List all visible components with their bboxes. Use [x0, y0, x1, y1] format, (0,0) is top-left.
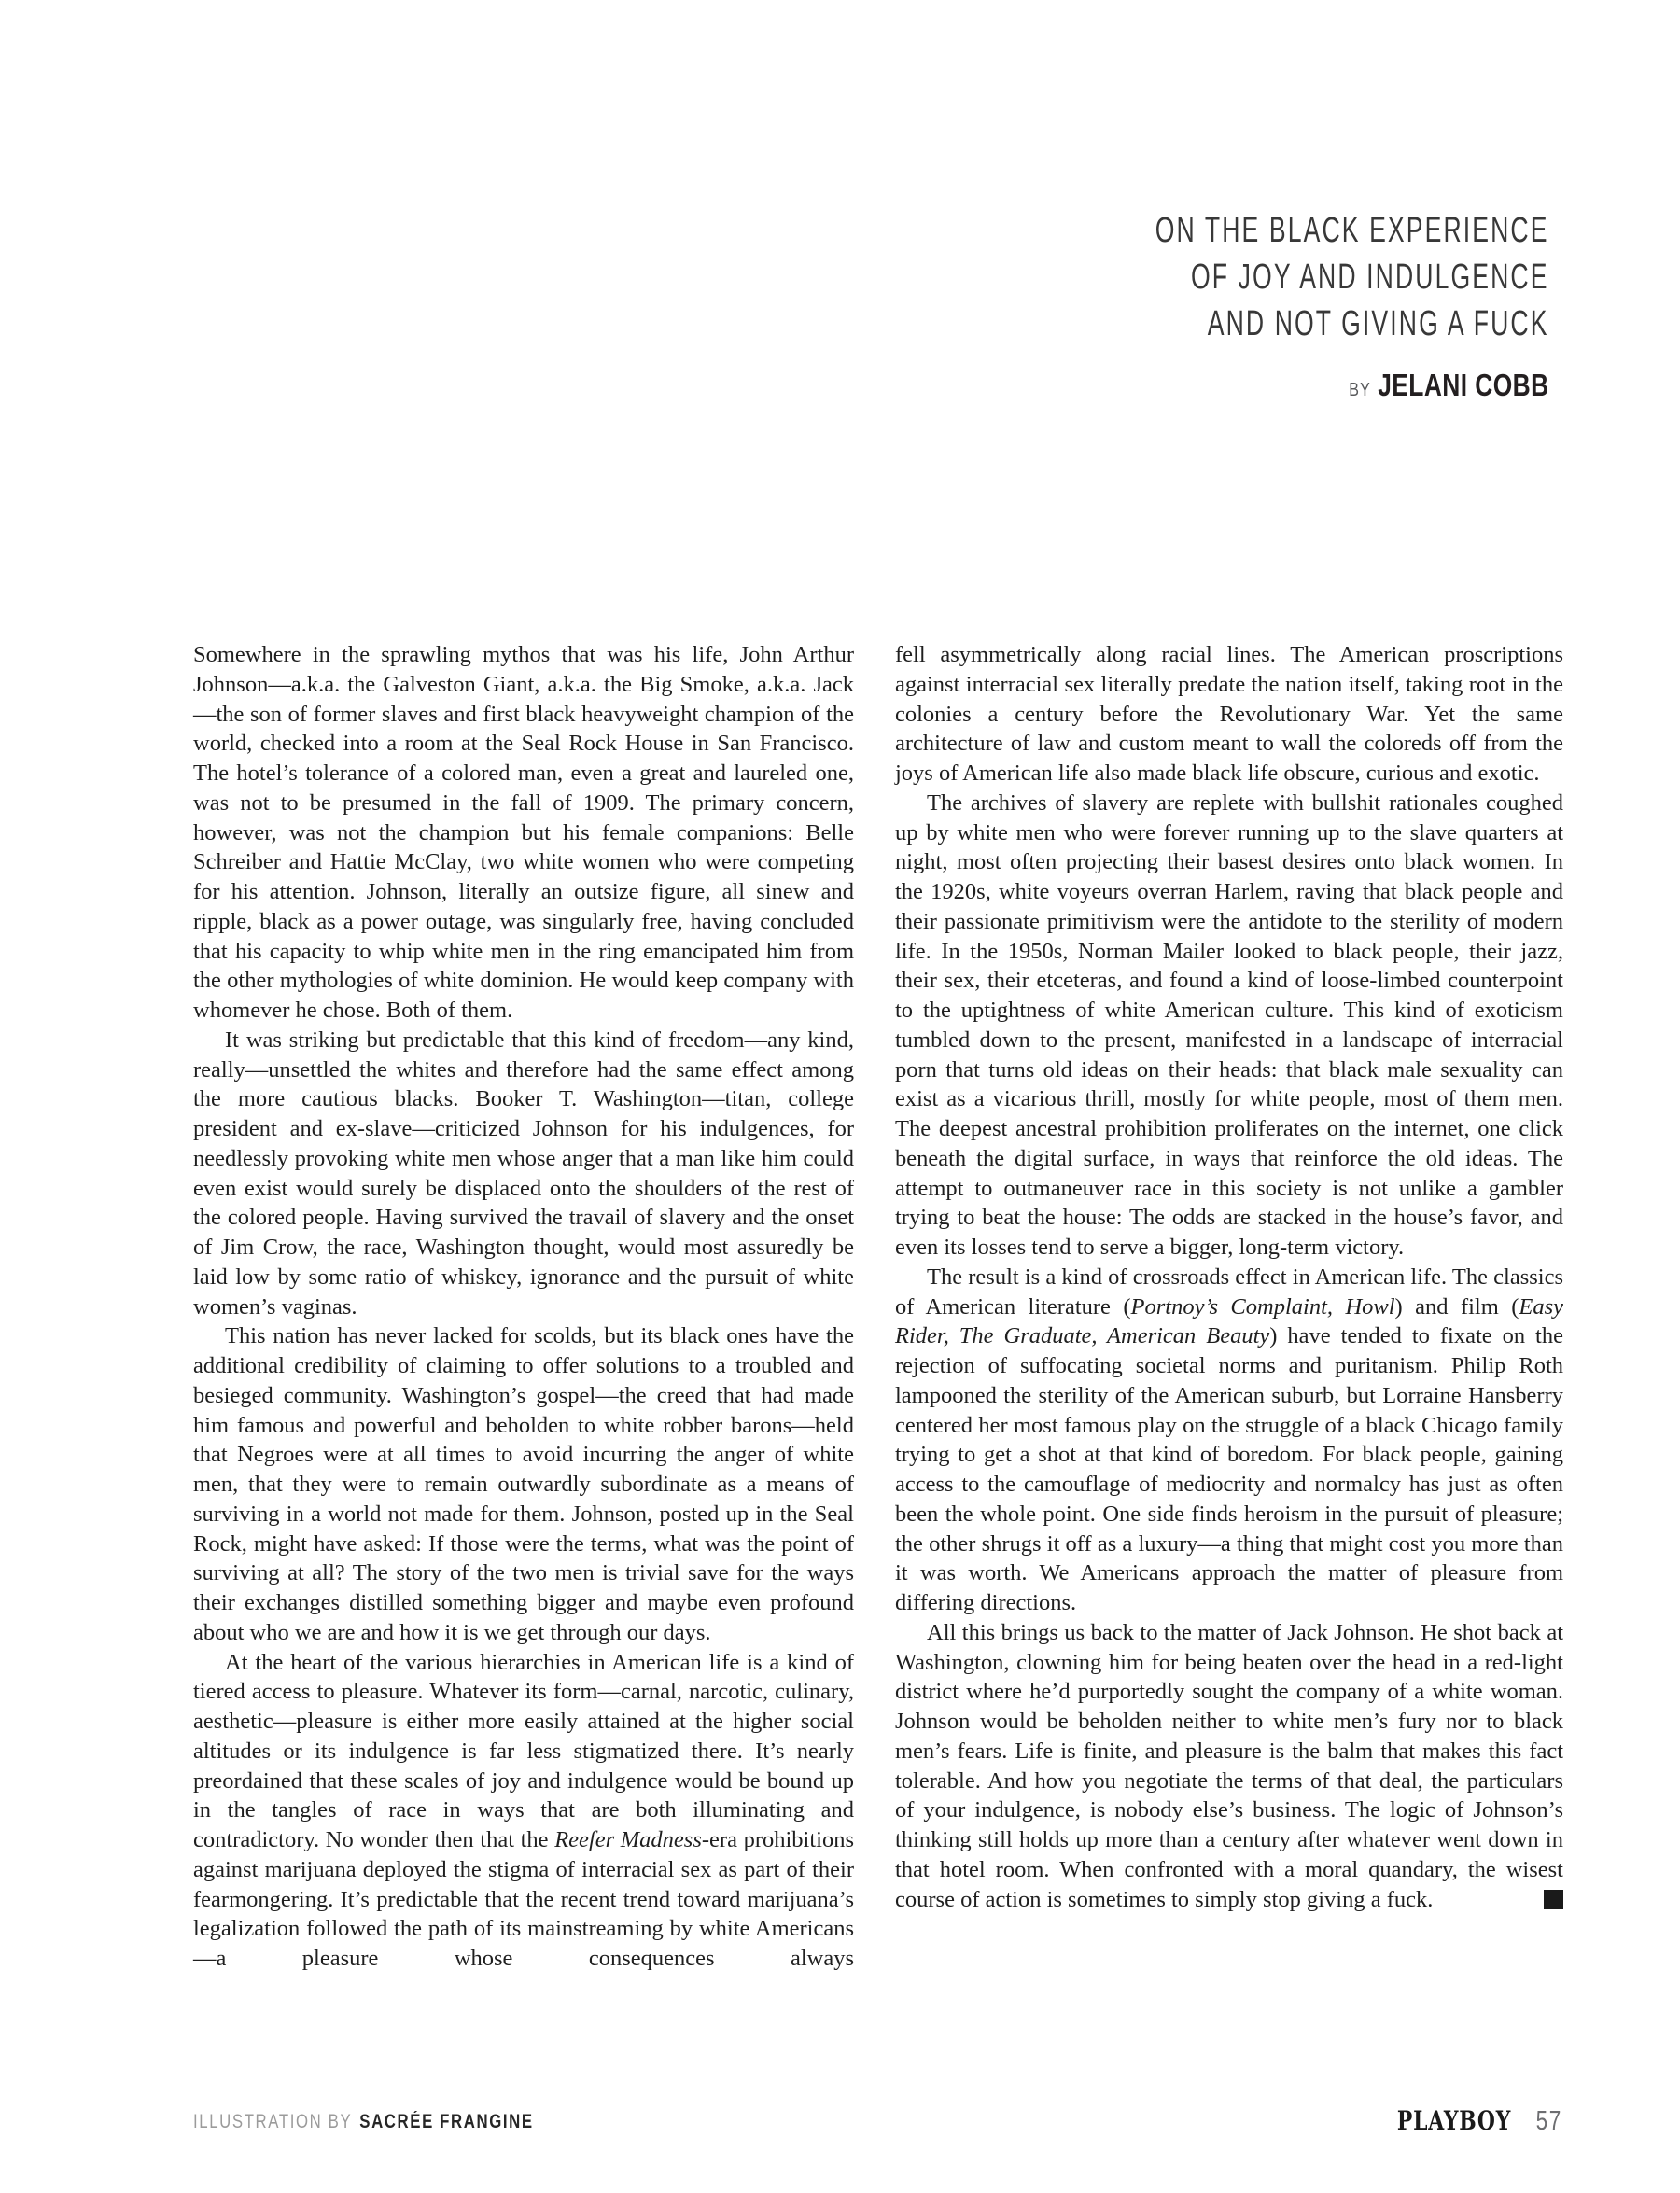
- end-mark: [1544, 1890, 1563, 1909]
- article-title: [1155, 207, 1549, 347]
- byline-name: JELANI COBB: [1378, 368, 1549, 402]
- text-run: At the heart of the various hierarchies in American life is a kind of tiered access to pleasure. Whatever its form—carnal, narcotic, culinary, aesthetic—pleasure is either more easily attained at the higher social altitudes or its indulgence is far less stigmatized there. It’s nearly preordained that these scales of joy and indulgence would be bound up in the tangles of race in ways that are both illuminating and contradictory. No wonder then that the: [193, 1649, 854, 1852]
- credit-prefix-label: ILLUSTRATION BY: [193, 2111, 353, 2132]
- article-title-line: ON THE BLACK EXPERIENCE: [1155, 211, 1549, 250]
- text-run: It was striking but predictable that this kind of freedom—any kind, really—unsettled the whites and therefore had the same effect among the more cautious blacks. Booker T. Washington—titan, college president and ex-slave—criticized Johnson for his indulgences, for needlessly provoking white men whose anger that a man like him could even exist would surely be displaced onto the shoulders of the rest of the colored people. Having survived the travail of slavery and the onset of Jim Crow, the race, Washington thought, would most assuredly be laid low by some ratio of whiskey, ignorance and the pursuit of white women’s vaginas.: [193, 1027, 854, 1320]
- text-run: ) and film (: [1394, 1293, 1519, 1320]
- page-folio: [1397, 2105, 1562, 2137]
- text-run: All this brings us back to the matter of Jack Johnson. He shot back at Washington, clowning him for being beaten over the head in a red-light district where he’d purportedly sought the company of a white woman. Johnson would be beholden neither to white men’s fury nor to black men’s fears. Life is finite, and pleasure is the balm that makes this fact tolerable. And how you negotiate the terms of that deal, the particulars of your indulgence, is nobody else’s business. The logic of Johnson’s thinking still holds up more than a century after whatever went down in that hotel room. When confronted with a moral quandary, the wisest course of action is sometimes to simply stop giving a fuck.: [895, 1619, 1563, 1912]
- article-paragraph: [193, 1321, 854, 1647]
- byline-prefix: BY: [1349, 380, 1372, 400]
- text-run: -era prohibitions against marijuana deployed the stigma of interracial sex as part of their fearmongering. It’s predictable that the recent trend toward marijuana’s legalization followed the path of its mainstreaming by white Americans—a pleasure whose consequences always: [193, 1827, 854, 1971]
- italic-text-run: Portnoy’s Complaint, Howl: [1130, 1293, 1395, 1320]
- article-paragraph: [895, 1263, 1563, 1618]
- illustration-credit: [193, 2111, 534, 2133]
- italic-text-run: Easy Rider, The Graduate, American Beauty: [895, 1293, 1563, 1349]
- article-header: [987, 207, 1549, 403]
- text-run: ) have tended to fixate on the rejection of suffocating societal norms and puritanism. Philip Roth lampooned the sterility of the American suburb, but Lorraine Hansberry centered her most famous play on the struggle of a black Chicago family trying to get a shot at that kind of boredom. For black people, gaining access to the camouflage of mediocrity and normalcy has just as often been the whole point. One side finds heroism in the pursuit of pleasure; the other shrugs it off as a luxury—a thing that might cost you more than it was worth. We Americans approach the matter of pleasure from differing directions.: [895, 1323, 1563, 1615]
- article-paragraph: [193, 1026, 854, 1322]
- article-paragraph: [193, 1648, 854, 1974]
- article-byline: [1099, 368, 1549, 403]
- article-body: [193, 640, 1563, 1974]
- text-run: Somewhere in the sprawling mythos that was his life, John Arthur Johnson—a.k.a. the Galveston Giant, a.k.a. the Big Smoke, a.k.a. Jack—the son of former slaves and first black heavyweight champion of the world, checked into a room at the Seal Rock House in San Francisco. The hotel’s tolerance of a colored man, even a great and laureled one, was not to be presumed in the fall of 1909. The primary concern, however, was not the champion but his female companions: Belle Schreiber and Hattie McClay, two white women who were competing for his attention. Johnson, literally an outsize figure, all sinew and ripple, black as a power outage, was singularly free, having concluded that his capacity to whip white men in the ring emancipated him from the other mythologies of white dominion. He would keep company with whomever he chose. Both of them.: [193, 642, 854, 1023]
- article-paragraph: [193, 640, 854, 1026]
- article-title-line: AND NOT GIVING A FUCK: [1208, 304, 1549, 343]
- credit-name-label: SACRÉE FRANGINE: [359, 2111, 534, 2132]
- text-run: The result is a kind of crossroads effect in American life. The classics of American literature (: [895, 1264, 1563, 1320]
- article-paragraph: [895, 789, 1563, 1263]
- text-run: fell asymmetrically along racial lines. The American proscriptions against interracial sex literally predate the nation itself, taking root in the colonies a century before the Revolutionary War. Yet the same architecture of law and custom meant to wall the coloreds off from the joys of American life also made black life obscure, curious and exotic.: [895, 642, 1563, 786]
- italic-text-run: Reefer Madness: [554, 1827, 702, 1852]
- page-number: 57: [1535, 2106, 1562, 2136]
- article-title-line: OF JOY AND INDULGENCE: [1191, 258, 1549, 297]
- article-paragraph: [895, 640, 1563, 789]
- article-column-left: [193, 640, 854, 1974]
- article-column-right: [895, 640, 1563, 1974]
- magazine-name: PLAYBOY: [1397, 2105, 1512, 2136]
- text-run: The archives of slavery are replete with bullshit rationales coughed up by white men who were forever running up to the slave quarters at night, most often projecting their basest desires onto black women. In the 1920s, white voyeurs overran Harlem, raving that black people and their passionate primitivism were the antidote to the sterility of modern life. In the 1950s, Norman Mailer looked to black people, their jazz, their sex, their etceteras, and found a kind of loose-limbed counterpoint to the uptightness of white American culture. This kind of exoticism tumbled down to the present, manifested in a landscape of interracial porn that turns old ideas on their heads: that black male sexuality can exist as a vicarious thrill, mostly for white people, most of them men. The deepest ancestral prohibition proliferates on the internet, one click beneath the digital surface, in ways that reinforce the old ideas. The attempt to outmaneuver race in this society is not unlike a gambler trying to beat the house: The odds are stacked in the house’s favor, and even its losses tend to serve a bigger, long-term victory.: [895, 789, 1563, 1260]
- article-paragraph: [895, 1618, 1563, 1915]
- text-run: This nation has never lacked for scolds, but its black ones have the additional credibility of claiming to offer solutions to a troubled and besieged community. Washington’s gospel—the creed that had made him famous and powerful and beholden to white robber barons—held that Negroes were at all times to avoid incurring the anger of white men, that they were to remain outwardly subordinate as a means of surviving in a world not made for them. Johnson, posted up in the Seal Rock, might have asked: If those were the terms, what was the point of surviving at all? The story of the two men is trivial save for the ways their exchanges distilled something bigger and maybe even profound about who we are and how it is we get through our days.: [193, 1323, 854, 1645]
